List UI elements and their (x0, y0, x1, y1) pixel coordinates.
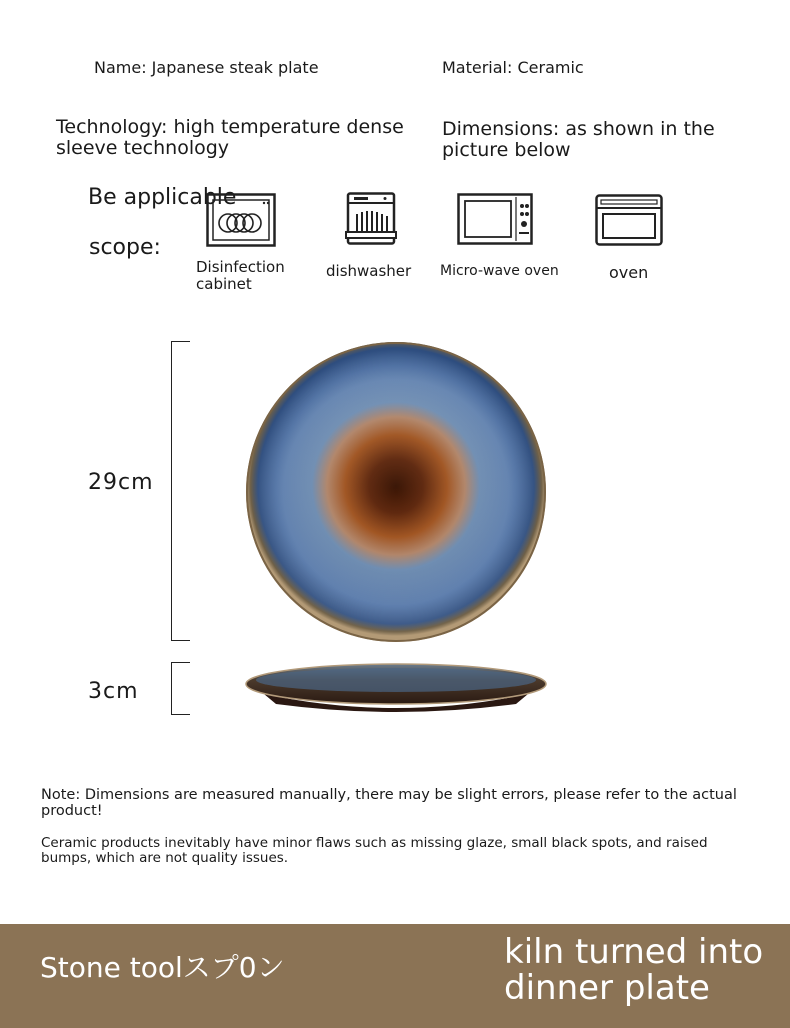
footer-tagline-line1: kiln turned into (504, 932, 764, 972)
diameter-bracket (171, 341, 190, 641)
appliance-label-disinfection: Disinfection cabinet (196, 258, 285, 293)
footer-banner (0, 924, 790, 1028)
disinfection-cabinet-icon (206, 193, 276, 247)
plate-top-view-image (244, 340, 548, 648)
scope-label-line2: scope: (89, 235, 161, 260)
spec-dimensions-line2: picture below (442, 139, 571, 161)
height-label: 3cm (88, 679, 139, 704)
plate-side-view-image (244, 660, 548, 718)
appliance-label-microwave: Micro-wave oven (440, 263, 559, 279)
spec-technology-line1: Technology: high temperature dense (56, 116, 404, 138)
spec-technology-line2: sleeve technology (56, 137, 230, 159)
spec-dimensions-line1: Dimensions: as shown in the (442, 118, 715, 140)
appliance-label-oven: oven (609, 263, 649, 282)
dishwasher-icon (345, 192, 397, 246)
oven-icon (595, 194, 663, 246)
scope-label-line1: Be applicable (88, 185, 237, 210)
note-flaws: Ceramic products inevitably have minor flaws such as missing glaze, small black spots, and raised bumps, which are not quality issues. (41, 835, 708, 866)
footer-tagline (504, 934, 784, 1006)
microwave-oven-icon (457, 193, 533, 245)
spec-name: Name: Japanese steak plate (94, 58, 319, 77)
height-bracket (171, 662, 190, 715)
footer-tagline-line2: dinner plate (504, 968, 710, 1008)
spec-technology (56, 117, 404, 159)
spec-material: Material: Ceramic (442, 58, 584, 77)
spec-dimensions (442, 119, 715, 161)
appliance-label-dishwasher: dishwasher (326, 262, 412, 280)
note-dimensions: Note: Dimensions are measured manually, there may be slight errors, please refer to the actual product! (41, 787, 737, 819)
footer-brand: Stone toolスプ0ン (40, 951, 285, 984)
diameter-label: 29cm (88, 470, 154, 495)
